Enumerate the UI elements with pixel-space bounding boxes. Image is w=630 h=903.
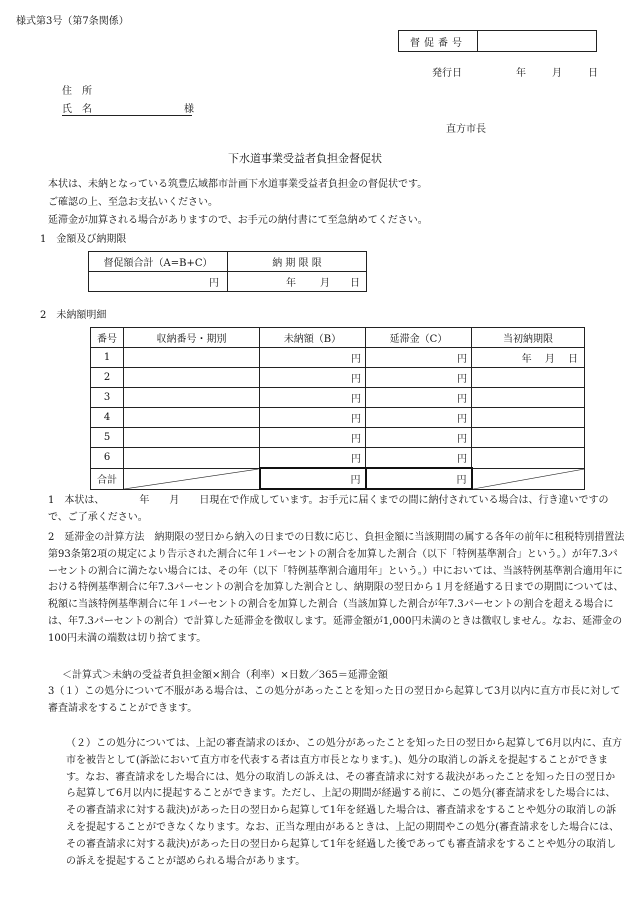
- issue-date-label: 発行日: [432, 68, 462, 79]
- yen-unit: 円: [351, 354, 361, 365]
- detail-table: [90, 327, 585, 490]
- row-number: 6: [91, 448, 124, 469]
- intro-line-1: 本状は、未納となっている筑豊広域都市計画下水道事業受益者負担金の督促状です。: [48, 179, 428, 190]
- original-deadline-cell[interactable]: [472, 428, 585, 448]
- receipt-cell[interactable]: [124, 368, 260, 388]
- total-deadline-crossed: [472, 468, 585, 489]
- col-original-deadline: 当初納期限: [472, 328, 585, 348]
- unpaid-cell[interactable]: [260, 388, 366, 408]
- table-row: [91, 348, 585, 368]
- deadline-day: 日: [350, 278, 360, 289]
- unpaid-cell[interactable]: [260, 428, 366, 448]
- yen-unit: 円: [457, 454, 467, 465]
- issue-date-month: 月: [552, 68, 562, 79]
- yen-unit: 円: [351, 434, 361, 445]
- original-deadline-cell[interactable]: [472, 388, 585, 408]
- note-1: 1 本状は、 年 月 日現在で作成しています。お手元に届くまでの間に納付されている場合は、行き違いですので、ご了承ください。: [48, 495, 609, 523]
- table-row: [91, 448, 585, 469]
- notice-number-label: 督促番号: [399, 31, 478, 52]
- formula: ＜計算式＞未納の受益者負担金額×割合（利率）×日数／365＝延滞金額: [62, 670, 388, 681]
- original-deadline-cell[interactable]: [472, 408, 585, 428]
- section2-heading: 2 未納額明細: [40, 310, 107, 321]
- col-late-fee: 延滞金（C）: [366, 328, 472, 348]
- notice-number-value[interactable]: [478, 31, 597, 52]
- amount-table: [88, 251, 367, 292]
- unpaid-cell[interactable]: [260, 408, 366, 428]
- section1-heading: 1 金額及び納期限: [40, 234, 127, 245]
- yen-unit: 円: [350, 475, 361, 486]
- original-deadline-cell[interactable]: [472, 448, 585, 469]
- issue-date-year: 年: [516, 68, 526, 79]
- total-receipt-crossed: [124, 468, 260, 489]
- yen-unit: 円: [351, 374, 361, 385]
- deadline-year: 年: [286, 278, 296, 289]
- original-deadline-cell[interactable]: 年 月 日: [472, 348, 585, 368]
- address-label: 住 所: [62, 86, 92, 97]
- unpaid-cell[interactable]: [260, 448, 366, 469]
- col-unpaid: 未納額（B）: [260, 328, 366, 348]
- row-number: 3: [91, 388, 124, 408]
- late-fee-cell[interactable]: [366, 448, 472, 469]
- table-row: [91, 428, 585, 448]
- row-number: 4: [91, 408, 124, 428]
- total-unpaid-cell[interactable]: [260, 468, 366, 489]
- deadline-cell[interactable]: [228, 272, 367, 292]
- note-2-body: 納期限の翌日から納入の日までの日数に応じ、負担金額に当該期間の属する各年の前年に租税特別措置法第93条第2項の規定により告示された割合に年１パーセントの割合を加算した割合（以下「特例基準割合」という。）が年7.3パーセントの割合に満たない場合には、その年（以下「特例基準割合適用年」という。）中においては、当該特例基準割合適用年における特例基準割合に年7.3パーセントの割合を加算した割合とし、納期限の翌日から１月を経過する日までの期間については、税額に当該特例基準割合に年１パーセントの割合を加算した割合（当該加算した割合が年7.3パーセントの割合を超える場合には、年7.3パーセントの割合）で計算した延滞金を徴収します。延滞金額が1,000円未満のときは徴収しません。なお、延滞金の100円未満の端数は切り捨てます。: [48, 532, 625, 644]
- issue-date-day: 日: [588, 68, 598, 79]
- row-number: 1: [91, 348, 124, 368]
- original-deadline-cell[interactable]: [472, 368, 585, 388]
- page-title: 下水道事業受益者負担金督促状: [228, 152, 382, 165]
- honorific: 様: [184, 104, 194, 115]
- row-number: 5: [91, 428, 124, 448]
- yen-unit: 円: [457, 394, 467, 405]
- receipt-cell[interactable]: [124, 388, 260, 408]
- table-row: [91, 368, 585, 388]
- late-fee-cell[interactable]: [366, 388, 472, 408]
- receipt-cell[interactable]: [124, 428, 260, 448]
- deadline-header: 納 期 限 限: [228, 252, 367, 272]
- note-3-2: （２）この処分については、上記の審査請求のほか、この処分があったことを知った日の翌日から起算して6月以内に、直方市を被告として(訴訟において直方市を代表する者は直方市長となります。)、処分の取消しの訴えを提起することができます。なお、審査請求をした場合には、処分の取消しの訴えは、その審査請求に対する裁決があったことを知った日の翌日から起算して6月以内に提起することができます。ただし、上記の期間が経過する前に、この処分(審査請求をした場合には、その審査請求に対する裁決)があった日の翌日から起算して1年を経過した場合は、審査請求をすることや処分の取消しの訴えを提起することができなくなります。なお、正当な理由があるときは、上記の期間やこの処分(審査請求をした場合には、その審査請求に対する裁決)があった日の翌日から起算して1年を経過した後であっても審査請求をすることや処分の取消しの訴えを提起することが認められる場合があります。: [66, 738, 623, 867]
- late-fee-cell[interactable]: [366, 408, 472, 428]
- yen-unit: 円: [351, 394, 361, 405]
- note-2: [48, 530, 626, 648]
- unpaid-cell[interactable]: [260, 368, 366, 388]
- yen-unit: 円: [351, 414, 361, 425]
- issuer: 直方市長: [446, 124, 486, 135]
- yen-unit: 円: [457, 414, 467, 425]
- name-label: 氏 名: [62, 100, 192, 116]
- form-id: 様式第3号（第7条関係）: [16, 16, 129, 27]
- total-late-fee-cell[interactable]: [366, 468, 472, 489]
- yen-unit: 円: [457, 434, 467, 445]
- receipt-cell[interactable]: [124, 448, 260, 469]
- col-receipt: 収納番号・期別: [124, 328, 260, 348]
- intro-line-2: ご確認の上、至急お支払いください。: [48, 197, 218, 208]
- yen-unit: 円: [457, 374, 467, 385]
- receipt-cell[interactable]: [124, 348, 260, 368]
- intro-line-3: 延滞金が加算される場合がありますので、お手元の納付書にて至急納めてください。: [48, 215, 428, 226]
- notice-number-box: [398, 30, 597, 52]
- late-fee-cell[interactable]: [366, 348, 472, 368]
- yen-unit: 円: [457, 354, 467, 365]
- total-row: [91, 468, 585, 489]
- note-2-lead: 2 延滞金の計算方法: [48, 532, 145, 543]
- receipt-cell[interactable]: [124, 408, 260, 428]
- table-row: [91, 408, 585, 428]
- yen-unit: 円: [351, 454, 361, 465]
- total-label: 合計: [91, 468, 124, 489]
- yen-unit: 円: [456, 475, 467, 486]
- late-fee-cell[interactable]: [366, 368, 472, 388]
- yen-unit: 円: [209, 278, 219, 289]
- unpaid-cell[interactable]: [260, 348, 366, 368]
- total-header: 督促額合計（A=B+C）: [89, 252, 228, 272]
- row-number: 2: [91, 368, 124, 388]
- late-fee-cell[interactable]: [366, 428, 472, 448]
- total-amount-cell[interactable]: [89, 272, 228, 292]
- deadline-month: 月: [320, 278, 330, 289]
- col-number: 番号: [91, 328, 124, 348]
- note-3-1: 3（１）この処分について不服がある場合は、この処分があったことを知った日の翌日から起算して3月以内に直方市長に対して審査請求をすることができます。: [48, 686, 621, 714]
- table-row: [91, 388, 585, 408]
